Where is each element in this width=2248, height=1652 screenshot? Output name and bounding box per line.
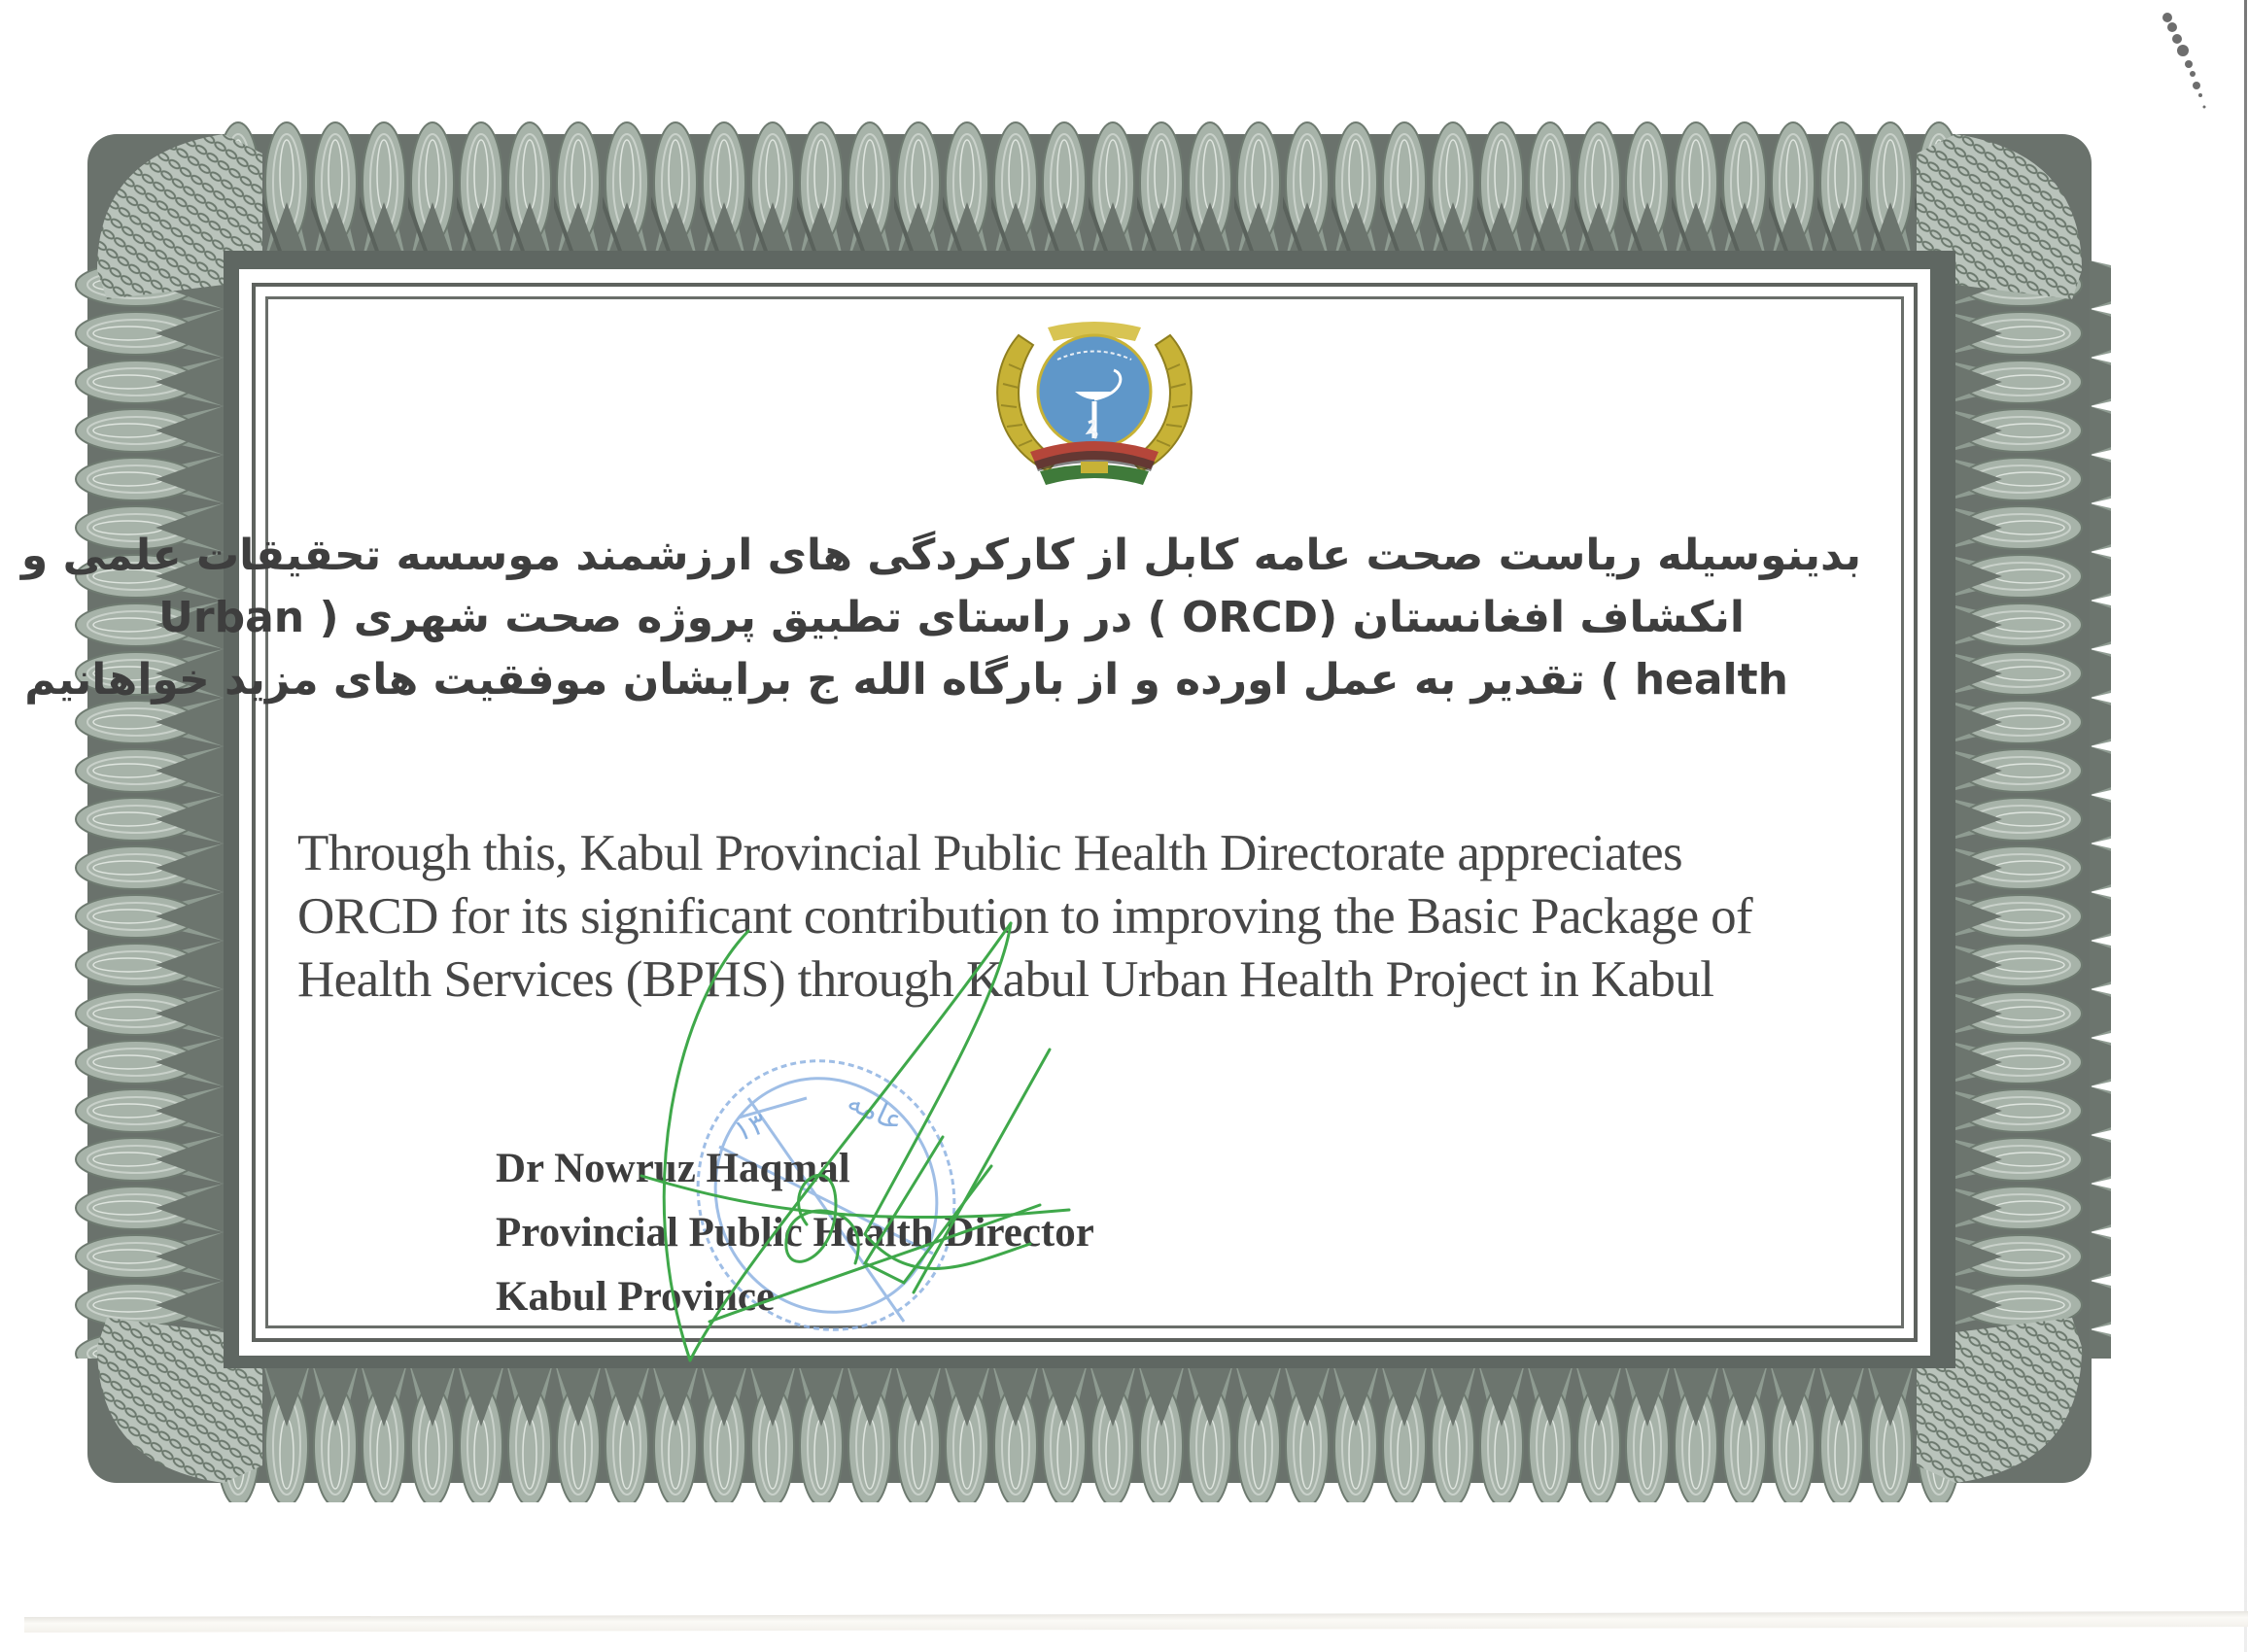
english-line: ORCD for its significant contribution to improving the Basic Package of (297, 888, 1753, 945)
health-ministry-emblem-icon (980, 316, 1209, 489)
page-edge (2244, 0, 2247, 1652)
page-fold-line (24, 1611, 2248, 1633)
farsi-appreciation-text (20, 525, 1861, 711)
farsi-line: انکشاف افغانستان (ORCD ) در راستای تطبیق پروژه صحت شهری ( Urban (158, 593, 1745, 642)
farsi-line: health ) تقدیر به عمل اورده و از بارگاه الله ج برایشان موفقیت های مزید خواهانیم (24, 655, 1788, 705)
scan-smudge (2158, 10, 2226, 126)
farsi-line: بدینوسیله ریاست صحت عامه کابل از کارکردگی های ارزشمند موسسه تحقیقات علمی و (20, 531, 1861, 580)
signatory-name: Dr Nowruz Haqmal (496, 1146, 850, 1191)
english-line: Through this, Kabul Provincial Public Health Directorate appreciates (297, 825, 1683, 881)
english-line: Health Services (BPHS) through Kabul Urban Health Project in Kabul (297, 951, 1714, 1008)
handwritten-signature-icon (622, 913, 1166, 1370)
signatory-office: Kabul Province (496, 1274, 776, 1320)
svg-text:عامه: عامه (842, 1084, 910, 1140)
svg-text:۱۳: ۱۳ (729, 1106, 772, 1150)
signatory-title: Provincial Public Health Director (496, 1210, 1094, 1256)
